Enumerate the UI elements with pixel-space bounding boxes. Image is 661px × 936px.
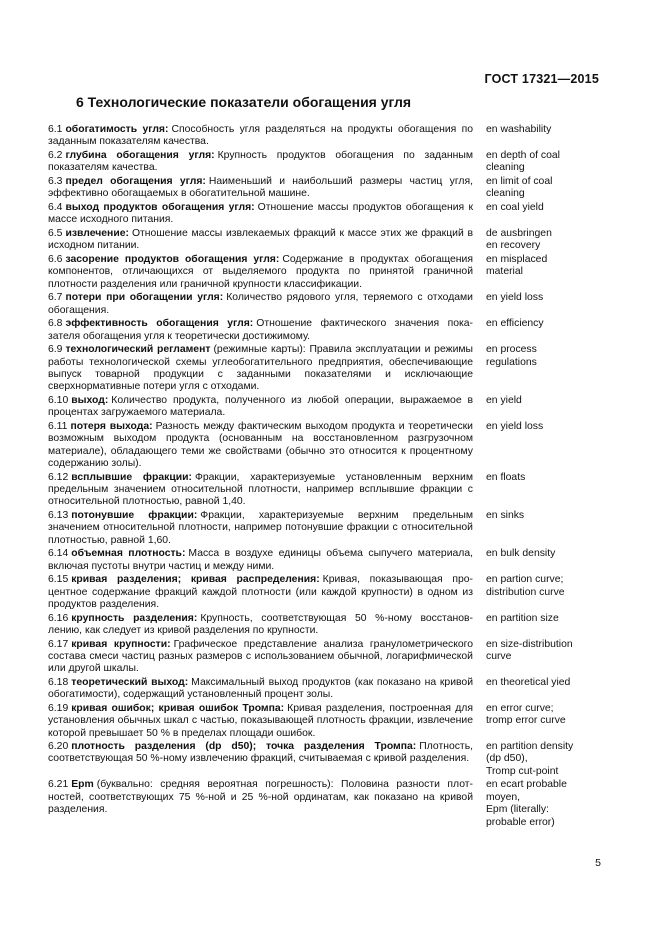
term-equivalent: de ausbringen en recovery: [486, 227, 552, 252]
term-definition: Кривая, показывающая процентное содержание фракций каждой плотности (или каждой крупности) в одном из продуктов разделения.: [48, 574, 473, 610]
term-entry: 6.11 потеря выхода: Разность между фактическим выходом продукта и теоретически возможным выходом продукта (основанным на восстановленном разгрузочном материале), обладающего теми же свойствами (обычно это относится к процентному содержанию золы). en yield loss: [48, 421, 596, 470]
term-equivalent: en partition size: [486, 612, 559, 624]
term-name: крупность разделения:: [71, 612, 198, 624]
term-entry: 6.8 эффективность обогащения угля: Отношение фактического значения показателя обогащения угля к теоретически достижимому. en efficiency: [48, 318, 596, 343]
term-name: Epm: [71, 779, 94, 791]
term-entry: 6.14 объемная плотность: Масса в воздухе единицы объема сыпучего материала, включая пустоты внутри частиц и между ними. en bulk density: [48, 548, 596, 573]
term-equivalent: en partion curve; distribution curve: [486, 574, 565, 598]
term-definition: Масса в воздухе единицы объема сыпучего материала, включая пустоты внутри частиц и между ними.: [48, 548, 474, 572]
term-name: глубина обогащения угля:: [65, 149, 215, 161]
term-definition: Графическое представление анализа гранулометрического состава смеси частиц разных размеров с использованием обычной, логарифмической или другой шкалы.: [48, 638, 473, 675]
term-entry: 6.18 теоретический выход: Максимальный выход продуктов (как показано на кривой обогатимости), содержащий установленный процент золы. en theoretical yied: [48, 677, 596, 702]
term-equivalent: en theoretical yied: [486, 676, 571, 688]
term-equivalent: en coal yield: [486, 201, 544, 213]
term-definition: Максимальный выход продуктов (как показано на кривой обогатимости), содержащий установленный процент золы.: [48, 676, 473, 701]
term-entry: 6.20 плотность разделения (dp d50); точка разделения Тромпа: Плотность, соответствующая 50 %-ному извлечению фракций, считываемая с кривой разделения. en partition density (dp d50), Tromp cut-point: [48, 741, 596, 778]
term-equivalent: en floats: [486, 471, 526, 483]
term-entry: 6.6 засорение продуктов обогащения угля: Содержание в продуктах обогащения компонентов, отличающихся от выделяемого продукта по принятой граничной плотности разделения или граничной крупности классификации. en misplaced material: [48, 254, 596, 291]
term-name: всплывшие фракции:: [71, 471, 192, 483]
term-equivalent: en washability: [486, 124, 552, 135]
term-definition: Содержание в продуктах обогащения компонентов, отличающихся от выделяемого продукта по принятой граничной плотности разделения или граничной крупности классификации.: [48, 253, 473, 290]
term-equivalent: en limit of coal cleaning: [486, 175, 553, 200]
standard-designation: ГОСТ 17321—2015: [484, 72, 599, 86]
term-name: выход:: [71, 394, 109, 406]
term-definition: Количество продукта, полученного из любой операции, выражаемое в процентах загружаемого материала.: [48, 394, 473, 419]
term-name: потери при обогащении угля:: [65, 292, 224, 304]
term-definition: Крупность, соответствующая 50 %-ному восстановлению, как следует из кривой разделения по крупности.: [48, 612, 473, 636]
term-entry: 6.9 технологический регламент (режимные карты): Правила эксплуатации и режимы работы технологической схемы углеобогатительного предприятия, обеспечивающие выпуск товарной продукции с заданными показателями и исключающие сверхнормативные потери угля с отходами. en process regulations: [48, 344, 596, 393]
term-name: потонувшие фракции:: [71, 509, 198, 521]
term-entry: 6.17 кривая крупности: Графическое представление анализа гранулометрического состава смеси частиц разных размеров с использованием обычной, логарифмической или другой шкалы. en size-distribution curve: [48, 639, 596, 676]
term-name: потеря выхода:: [70, 420, 153, 432]
term-definition: Фракции, характеризуемые верхним предельным значением относительной плотности, например потонувшие фракции с относительной плотностью, равной 1,60.: [48, 509, 473, 546]
term-equivalent: en size-distribution curve: [486, 638, 573, 662]
term-name: выход продуктов обогащения угля:: [65, 201, 255, 213]
term-name: эффективность обогащения угля:: [65, 318, 254, 330]
term-name: обогатимость угля:: [65, 124, 169, 135]
term-equivalent: en bulk density: [486, 548, 556, 560]
term-name: засорение продуктов обогащения угля:: [65, 253, 280, 265]
term-definition: Кривая разделения, построенная для установления обычных шкал с частью, показывающей плотность фракции, извлечение которой превышает 50 % в пределах площади ошибок.: [48, 702, 473, 739]
term-name: кривая разделения; кривая распределения:: [71, 574, 320, 586]
term-entry: 6.3 предел обогащения угля: Наименьший и наибольший размеры частиц угля, эффективно обогащаемых в обогатительной машине. en limit of coal cleaning: [48, 176, 596, 201]
term-definition: Отношение фактического значения показателя обогащения угля к теоретически достижимому.: [48, 318, 473, 342]
term-entry: 6.19 кривая ошибок; кривая ошибок Тромпа: Кривая разделения, построенная для установления обычных шкал с частью, показывающей плотность фракции, извлечение которой превышает 50 % в пределах площади ошибок. en error curve; tromp error curve: [48, 703, 596, 740]
term-name: извлечение:: [65, 227, 129, 239]
term-definition: Наименьший и наибольший размеры частиц угля, эффективно обогащаемых в обогатительной машине.: [48, 175, 473, 200]
term-entry: 6.15 кривая разделения; кривая распределения: Кривая, показывающая процентное содержание фракций каждой плотности (или каждой крупности) в одном из продуктов разделения. en partion curve; distribution curve: [48, 574, 596, 611]
term-definition: Количество рядового угля, теряемого с отходами обогащения.: [48, 292, 473, 316]
term-name: кривая крупности:: [71, 638, 171, 650]
term-name: объемная плотность:: [71, 548, 186, 560]
term-entry: 6.7 потери при обогащении угля: Количество рядового угля, теряемого с отходами обогащения. en yield loss: [48, 292, 596, 317]
term-entry: 6.2 глубина обогащения угля: Крупность продуктов обогащения по заданным показателям качества. en depth of coal cleaning: [48, 150, 596, 175]
term-definition: Плотность, соответствующая 50 %-ному извлечению фракций, считываемая с кривой разделения.: [48, 741, 473, 765]
page-number: 5: [595, 857, 601, 869]
term-name: технологический регламент: [65, 344, 211, 356]
term-definition: Фракции, характеризуемые установленным верхним предельным значением относительной плотности, например всплывшие фракции с относительной плотностью, равной 1,40.: [48, 471, 473, 508]
term-equivalent: en sinks: [486, 509, 525, 521]
term-entry: 6.21 Epm (буквально: средняя вероятная погрешность): Половина разности плотностей, соответствующих 75 %-ной и 25 %-ной ординатам, как показано на кривой разделения. en ecart probable moyen, Epm (literally: probable error): [48, 779, 596, 828]
term-equivalent: en misplaced material: [486, 253, 548, 278]
term-name: предел обогащения угля:: [65, 175, 206, 187]
term-equivalent: en partition density (dp d50), Tromp cut-point: [486, 741, 574, 777]
term-equivalent: en depth of coal cleaning: [486, 149, 560, 174]
term-entry: 6.4 выход продуктов обогащения угля: Отношение массы продуктов обогащения к массе исходного питания. en coal yield: [48, 202, 596, 227]
term-definition: Крупность продуктов обогащения по заданным показателям качества.: [48, 149, 473, 174]
term-definition: Отношение массы продуктов обогащения к массе исходного питания.: [48, 201, 473, 226]
section-title: 6 Технологические показатели обогащения угля: [76, 94, 412, 110]
term-equivalent: en ecart probable moyen, Epm (literally: probable error): [486, 779, 567, 828]
term-equivalent: en efficiency: [486, 318, 544, 330]
term-definition: (буквально: средняя вероятная погрешность): Половина разности плотностей, соответствующих 75 %-ной и 25 %-ной ординатам, как показано на кривой разделения.: [48, 779, 473, 816]
terms-list: [48, 124, 596, 830]
term-equivalent: en yield loss: [486, 420, 544, 432]
term-entry: 6.1 обогатимость угля: Способность угля разделяться на продукты обогащения по заданным показателям качества. en washability: [48, 124, 596, 149]
term-definition: (режимные карты): Правила эксплуатации и режимы работы технологической схемы углеобогатительного предприятия, обеспечивающие выпуск товарной продукции с заданными показателями и исключающие сверхнормативные потери угля с отходами.: [48, 344, 473, 393]
term-name: кривая ошибок; кривая ошибок Тромпа:: [71, 702, 285, 714]
term-name: теоретический выход:: [71, 676, 189, 688]
term-entry: 6.12 всплывшие фракции: Фракции, характеризуемые установленным верхним предельным значением относительной плотности, например всплывшие фракции с относительной плотностью, равной 1,40. en floats: [48, 472, 596, 509]
term-definition: Разность между фактическим выходом продукта и теоретически возможным выходом продукта (основанным на восстановленном разгрузочном материале), обладающего теми же свойствами (обычно это относится к процентному содержанию золы).: [48, 420, 473, 469]
term-name: плотность разделения (dp d50); точка разделения Тромпа:: [71, 741, 417, 753]
term-entry: 6.10 выход: Количество продукта, полученного из любой операции, выражаемое в процентах загружаемого материала. en yield: [48, 395, 596, 420]
term-equivalent: en yield loss: [486, 292, 544, 304]
term-definition: Способность угля разделяться на продукты обогащения по заданным показателям качества.: [48, 124, 473, 148]
term-equivalent: en yield: [486, 394, 522, 406]
term-entry: 6.16 крупность разделения: Крупность, соответствующая 50 %-ному восстановлению, как следует из кривой разделения по крупности. en partition size: [48, 613, 596, 638]
term-equivalent: en process regulations: [486, 344, 537, 368]
term-equivalent: en error curve; tromp error curve: [486, 702, 566, 727]
term-entry: 6.13 потонувшие фракции: Фракции, характеризуемые верхним предельным значением относительной плотности, например потонувшие фракции с относительной плотностью, равной 1,60. en sinks: [48, 510, 596, 547]
term-entry: 6.5 извлечение: Отношение массы извлекаемых фракций к массе этих же фракций в исходном питании. de ausbringen en recovery: [48, 228, 596, 253]
term-definition: Отношение массы извлекаемых фракций к массе этих же фракций в исходном питании.: [48, 227, 473, 252]
